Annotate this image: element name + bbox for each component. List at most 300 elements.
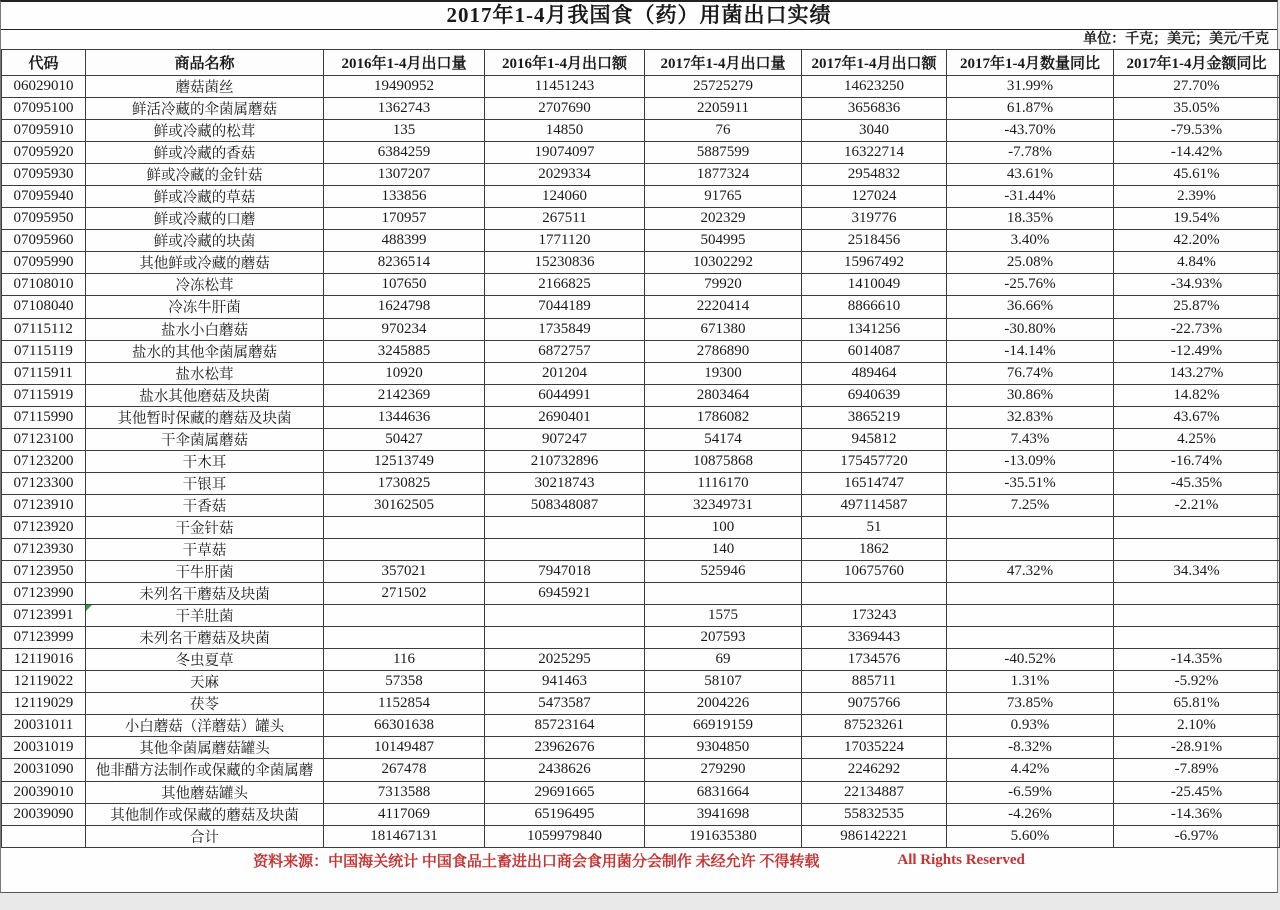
table-row [2, 428, 1280, 450]
value-cell: 4.84% [1114, 252, 1280, 274]
value-cell: 47.32% [947, 561, 1114, 583]
page-title: 2017年1-4月我国食（药）用菌出口实绩 [1, 2, 1277, 30]
name-cell: 干金针菇 [86, 516, 324, 538]
name-cell: 天麻 [86, 671, 324, 693]
code-cell: 07095950 [2, 208, 86, 230]
table-row [2, 274, 1280, 296]
value-cell: -25.76% [947, 274, 1114, 296]
footer [1, 848, 1277, 873]
table-row [2, 825, 1280, 847]
name-cell: 鲜或冷藏的口蘑 [86, 208, 324, 230]
name-cell: 盐水松茸 [86, 362, 324, 384]
value-cell: 140 [645, 538, 802, 560]
value-cell: 279290 [645, 759, 802, 781]
value-cell [324, 516, 485, 538]
value-cell: 357021 [324, 561, 485, 583]
table-row [2, 318, 1280, 340]
value-cell: 85723164 [485, 715, 645, 737]
value-cell: 25725279 [645, 76, 802, 98]
name-cell: 其他伞菌属蘑菇罐头 [86, 737, 324, 759]
value-cell: 14.82% [1114, 384, 1280, 406]
code-cell: 07115112 [2, 318, 86, 340]
value-cell: 7044189 [485, 296, 645, 318]
value-cell: 671380 [645, 318, 802, 340]
value-cell: 10875868 [645, 450, 802, 472]
value-cell: 1116170 [645, 472, 802, 494]
value-cell: 135 [324, 120, 485, 142]
table-row [2, 693, 1280, 715]
table-row [2, 605, 1280, 627]
code-cell: 07123999 [2, 627, 86, 649]
table-header [2, 50, 1280, 76]
value-cell [485, 516, 645, 538]
name-cell: 冷冻松茸 [86, 274, 324, 296]
name-cell: 盐水小白蘑菇 [86, 318, 324, 340]
name-cell: 盐水的其他伞菌属蘑菇 [86, 340, 324, 362]
value-cell: 23962676 [485, 737, 645, 759]
name-cell: 盐水其他磨菇及块菌 [86, 384, 324, 406]
value-cell: 907247 [485, 428, 645, 450]
value-cell: 19.54% [1114, 208, 1280, 230]
name-cell: 其他蘑菇罐头 [86, 781, 324, 803]
value-cell: 30.86% [947, 384, 1114, 406]
value-cell: 51 [802, 516, 947, 538]
value-cell [947, 627, 1114, 649]
value-cell: 1341256 [802, 318, 947, 340]
value-cell: 54174 [645, 428, 802, 450]
code-cell [2, 825, 86, 847]
code-cell: 12119029 [2, 693, 86, 715]
table-row [2, 671, 1280, 693]
value-cell: -14.35% [1114, 649, 1280, 671]
table-row [2, 208, 1280, 230]
code-cell: 07095940 [2, 186, 86, 208]
source-note: 资料来源：中国海关统计 中国食品土畜进出口商会食用菌分会制作 未经允许 不得转载 [253, 853, 820, 870]
value-cell [947, 605, 1114, 627]
name-cell: 他非醋方法制作或保藏的伞菌属蘑 [86, 759, 324, 781]
value-cell: 18.35% [947, 208, 1114, 230]
value-cell: 19490952 [324, 76, 485, 98]
value-cell: -14.36% [1114, 803, 1280, 825]
value-cell: 5473587 [485, 693, 645, 715]
value-cell: 73.85% [947, 693, 1114, 715]
value-cell: 7.25% [947, 494, 1114, 516]
code-cell: 07123930 [2, 538, 86, 560]
value-cell: 970234 [324, 318, 485, 340]
value-cell: 87523261 [802, 715, 947, 737]
value-cell: 525946 [645, 561, 802, 583]
value-cell: 66301638 [324, 715, 485, 737]
value-cell: 30218743 [485, 472, 645, 494]
value-cell: 885711 [802, 671, 947, 693]
value-cell: 50427 [324, 428, 485, 450]
value-cell: 16322714 [802, 142, 947, 164]
value-cell: 497114587 [802, 494, 947, 516]
value-cell: -14.14% [947, 340, 1114, 362]
value-cell: 3865219 [802, 406, 947, 428]
value-cell: 12513749 [324, 450, 485, 472]
value-cell: 3369443 [802, 627, 947, 649]
value-cell: 133856 [324, 186, 485, 208]
code-cell: 20031011 [2, 715, 86, 737]
value-cell: 1624798 [324, 296, 485, 318]
value-cell: -7.78% [947, 142, 1114, 164]
value-cell: -2.21% [1114, 494, 1280, 516]
value-cell: 489464 [802, 362, 947, 384]
table-row [2, 538, 1280, 560]
value-cell: 91765 [645, 186, 802, 208]
value-cell: 22134887 [802, 781, 947, 803]
value-cell: -22.73% [1114, 318, 1280, 340]
value-cell [947, 583, 1114, 605]
value-cell: -12.49% [1114, 340, 1280, 362]
code-cell: 12119022 [2, 671, 86, 693]
value-cell: 10675760 [802, 561, 947, 583]
value-cell: 1862 [802, 538, 947, 560]
value-cell: 10302292 [645, 252, 802, 274]
value-cell: -45.35% [1114, 472, 1280, 494]
value-cell: 3941698 [645, 803, 802, 825]
table-body [2, 76, 1280, 848]
value-cell: 319776 [802, 208, 947, 230]
value-cell: 58107 [645, 671, 802, 693]
column-header-6: 2017年1-4月数量同比 [947, 50, 1114, 76]
value-cell: -30.80% [947, 318, 1114, 340]
value-cell: 945812 [802, 428, 947, 450]
value-cell: -5.92% [1114, 671, 1280, 693]
name-cell: 未列名干蘑菇及块菌 [86, 583, 324, 605]
value-cell: 15967492 [802, 252, 947, 274]
table-row [2, 142, 1280, 164]
value-cell: -8.32% [947, 737, 1114, 759]
code-cell: 07123300 [2, 472, 86, 494]
value-cell: 61.87% [947, 98, 1114, 120]
value-cell: 14623250 [802, 76, 947, 98]
name-cell: 其他制作或保藏的蘑菇及块菌 [86, 803, 324, 825]
value-cell: 2142369 [324, 384, 485, 406]
value-cell: 57358 [324, 671, 485, 693]
name-cell: 鲜或冷藏的松茸 [86, 120, 324, 142]
table-row [2, 296, 1280, 318]
name-cell: 鲜或冷藏的香菇 [86, 142, 324, 164]
value-cell: 65.81% [1114, 693, 1280, 715]
value-cell: 31.99% [947, 76, 1114, 98]
value-cell: 124060 [485, 186, 645, 208]
code-cell: 20031019 [2, 737, 86, 759]
value-cell: 65196495 [485, 803, 645, 825]
value-cell: 6872757 [485, 340, 645, 362]
code-cell: 07123100 [2, 428, 86, 450]
value-cell: 16514747 [802, 472, 947, 494]
name-cell: 冬虫夏草 [86, 649, 324, 671]
value-cell: 8866610 [802, 296, 947, 318]
table-row [2, 98, 1280, 120]
code-cell: 07115119 [2, 340, 86, 362]
value-cell: 7313588 [324, 781, 485, 803]
name-cell: 干草菇 [86, 538, 324, 560]
value-cell: 34.34% [1114, 561, 1280, 583]
value-cell: 7.43% [947, 428, 1114, 450]
code-cell: 07123990 [2, 583, 86, 605]
column-header-4: 2017年1-4月出口量 [645, 50, 802, 76]
value-cell [1114, 627, 1280, 649]
name-cell: 未列名干蘑菇及块菌 [86, 627, 324, 649]
value-cell: 3245885 [324, 340, 485, 362]
value-cell [324, 627, 485, 649]
value-cell [1114, 605, 1280, 627]
rights-note: All Rights Reserved [897, 851, 1025, 868]
column-header-5: 2017年1-4月出口额 [802, 50, 947, 76]
value-cell: 79920 [645, 274, 802, 296]
value-cell [1114, 583, 1280, 605]
value-cell: 2025295 [485, 649, 645, 671]
value-cell [324, 538, 485, 560]
value-cell: 1734576 [802, 649, 947, 671]
value-cell: 9304850 [645, 737, 802, 759]
value-cell: 267478 [324, 759, 485, 781]
export-data-table [1, 49, 1280, 848]
table-row [2, 450, 1280, 472]
table-row [2, 472, 1280, 494]
name-cell: 冷冻牛肝菌 [86, 296, 324, 318]
value-cell: 6945921 [485, 583, 645, 605]
value-cell: 55832535 [802, 803, 947, 825]
value-cell: 210732896 [485, 450, 645, 472]
value-cell: 2438626 [485, 759, 645, 781]
name-cell: 干木耳 [86, 450, 324, 472]
value-cell: 2707690 [485, 98, 645, 120]
value-cell: 1344636 [324, 406, 485, 428]
value-cell: -6.59% [947, 781, 1114, 803]
value-cell: 173243 [802, 605, 947, 627]
value-cell: 488399 [324, 230, 485, 252]
table-row [2, 759, 1280, 781]
value-cell: 143.27% [1114, 362, 1280, 384]
code-cell: 07115911 [2, 362, 86, 384]
value-cell: -28.91% [1114, 737, 1280, 759]
value-cell: 2690401 [485, 406, 645, 428]
column-header-1: 商品名称 [86, 50, 324, 76]
value-cell: 0.93% [947, 715, 1114, 737]
value-cell: -4.26% [947, 803, 1114, 825]
value-cell [645, 583, 802, 605]
value-cell: 3656836 [802, 98, 947, 120]
value-cell: 271502 [324, 583, 485, 605]
value-cell: 181467131 [324, 825, 485, 847]
name-cell: 干香菇 [86, 494, 324, 516]
value-cell: -25.45% [1114, 781, 1280, 803]
name-cell: 鲜活冷藏的伞菌属蘑菇 [86, 98, 324, 120]
value-cell: 69 [645, 649, 802, 671]
name-cell: 其他暂时保藏的蘑菇及块菌 [86, 406, 324, 428]
value-cell: 1059979840 [485, 825, 645, 847]
value-cell: 202329 [645, 208, 802, 230]
code-cell: 20031090 [2, 759, 86, 781]
value-cell: -14.42% [1114, 142, 1280, 164]
table-row [2, 384, 1280, 406]
value-cell: 1735849 [485, 318, 645, 340]
value-cell: 5887599 [645, 142, 802, 164]
code-cell: 07095100 [2, 98, 86, 120]
table-row [2, 627, 1280, 649]
value-cell: 9075766 [802, 693, 947, 715]
name-cell: 干牛肝菌 [86, 561, 324, 583]
value-cell: 30162505 [324, 494, 485, 516]
value-cell [1114, 516, 1280, 538]
table-row [2, 737, 1280, 759]
code-cell: 07123200 [2, 450, 86, 472]
table-row [2, 561, 1280, 583]
value-cell: 25.08% [947, 252, 1114, 274]
value-cell: 170957 [324, 208, 485, 230]
value-cell: 43.61% [947, 164, 1114, 186]
value-cell [485, 605, 645, 627]
code-cell: 12119016 [2, 649, 86, 671]
table-row [2, 164, 1280, 186]
value-cell: 504995 [645, 230, 802, 252]
name-cell: 茯苓 [86, 693, 324, 715]
name-cell: 鲜或冷藏的块菌 [86, 230, 324, 252]
value-cell: 267511 [485, 208, 645, 230]
table-row [2, 362, 1280, 384]
value-cell: 6940639 [802, 384, 947, 406]
table-row [2, 781, 1280, 803]
value-cell: 7947018 [485, 561, 645, 583]
code-cell: 07095990 [2, 252, 86, 274]
value-cell: 43.67% [1114, 406, 1280, 428]
value-cell [324, 605, 485, 627]
value-cell: 6014087 [802, 340, 947, 362]
value-cell: 941463 [485, 671, 645, 693]
value-cell: 116 [324, 649, 485, 671]
value-cell: 4.42% [947, 759, 1114, 781]
value-cell: 2786890 [645, 340, 802, 362]
value-cell: 1362743 [324, 98, 485, 120]
value-cell: 2166825 [485, 274, 645, 296]
code-cell: 20039010 [2, 781, 86, 803]
value-cell: 76 [645, 120, 802, 142]
value-cell: -40.52% [947, 649, 1114, 671]
column-header-0: 代码 [2, 50, 86, 76]
table-row [2, 76, 1280, 98]
table-row [2, 803, 1280, 825]
value-cell: 6831664 [645, 781, 802, 803]
code-cell: 06029010 [2, 76, 86, 98]
value-cell: 1152854 [324, 693, 485, 715]
value-cell: 127024 [802, 186, 947, 208]
value-cell: -31.44% [947, 186, 1114, 208]
value-cell: 15230836 [485, 252, 645, 274]
table-row [2, 230, 1280, 252]
value-cell: 1771120 [485, 230, 645, 252]
code-cell: 07095920 [2, 142, 86, 164]
value-cell: 986142221 [802, 825, 947, 847]
value-cell: 8236514 [324, 252, 485, 274]
value-cell: 3040 [802, 120, 947, 142]
code-cell: 07095960 [2, 230, 86, 252]
code-cell: 20039090 [2, 803, 86, 825]
value-cell: 1410049 [802, 274, 947, 296]
value-cell: 2246292 [802, 759, 947, 781]
code-cell: 07095930 [2, 164, 86, 186]
value-cell: -79.53% [1114, 120, 1280, 142]
units-note: 单位：千克；美元；美元/千克 [1083, 32, 1269, 47]
value-cell [485, 627, 645, 649]
name-cell: 干羊肚菌 [86, 605, 324, 627]
value-cell: 1.31% [947, 671, 1114, 693]
table-row [2, 120, 1280, 142]
value-cell: 29691665 [485, 781, 645, 803]
code-cell: 07123991 [2, 605, 86, 627]
value-cell: -34.93% [1114, 274, 1280, 296]
value-cell: 4117069 [324, 803, 485, 825]
value-cell: -35.51% [947, 472, 1114, 494]
value-cell: 76.74% [947, 362, 1114, 384]
value-cell [947, 538, 1114, 560]
value-cell: 508348087 [485, 494, 645, 516]
code-cell: 07115919 [2, 384, 86, 406]
name-cell: 鲜或冷藏的草菇 [86, 186, 324, 208]
value-cell: 2004226 [645, 693, 802, 715]
value-cell: -43.70% [947, 120, 1114, 142]
column-header-2: 2016年1-4月出口量 [324, 50, 485, 76]
value-cell: 14850 [485, 120, 645, 142]
value-cell: 2029334 [485, 164, 645, 186]
value-cell: 25.87% [1114, 296, 1280, 318]
value-cell: 3.40% [947, 230, 1114, 252]
value-cell: -7.89% [1114, 759, 1280, 781]
value-cell: 11451243 [485, 76, 645, 98]
code-cell: 07115990 [2, 406, 86, 428]
value-cell: 2954832 [802, 164, 947, 186]
value-cell [1114, 538, 1280, 560]
code-cell: 07108040 [2, 296, 86, 318]
value-cell: 66919159 [645, 715, 802, 737]
table-row [2, 186, 1280, 208]
name-cell: 小白蘑菇（洋蘑菇）罐头 [86, 715, 324, 737]
table-row [2, 715, 1280, 737]
value-cell: 6384259 [324, 142, 485, 164]
value-cell: -16.74% [1114, 450, 1280, 472]
name-cell: 干伞菌属蘑菇 [86, 428, 324, 450]
value-cell: 2.39% [1114, 186, 1280, 208]
value-cell: 2220414 [645, 296, 802, 318]
value-cell: 5.60% [947, 825, 1114, 847]
value-cell: 10149487 [324, 737, 485, 759]
value-cell: 2803464 [645, 384, 802, 406]
value-cell: 2.10% [1114, 715, 1280, 737]
table-row [2, 340, 1280, 362]
value-cell: 32.83% [947, 406, 1114, 428]
code-cell: 07123910 [2, 494, 86, 516]
table-row [2, 516, 1280, 538]
value-cell: 2205911 [645, 98, 802, 120]
value-cell: -6.97% [1114, 825, 1280, 847]
value-cell: 45.61% [1114, 164, 1280, 186]
value-cell: 27.70% [1114, 76, 1280, 98]
code-cell: 07123950 [2, 561, 86, 583]
value-cell: 19074097 [485, 142, 645, 164]
value-cell: 1877324 [645, 164, 802, 186]
table-row [2, 583, 1280, 605]
value-cell: 6044991 [485, 384, 645, 406]
code-cell: 07108010 [2, 274, 86, 296]
value-cell [802, 583, 947, 605]
column-header-3: 2016年1-4月出口额 [485, 50, 645, 76]
table-row [2, 494, 1280, 516]
column-header-7: 2017年1-4月金额同比 [1114, 50, 1280, 76]
value-cell: 1730825 [324, 472, 485, 494]
